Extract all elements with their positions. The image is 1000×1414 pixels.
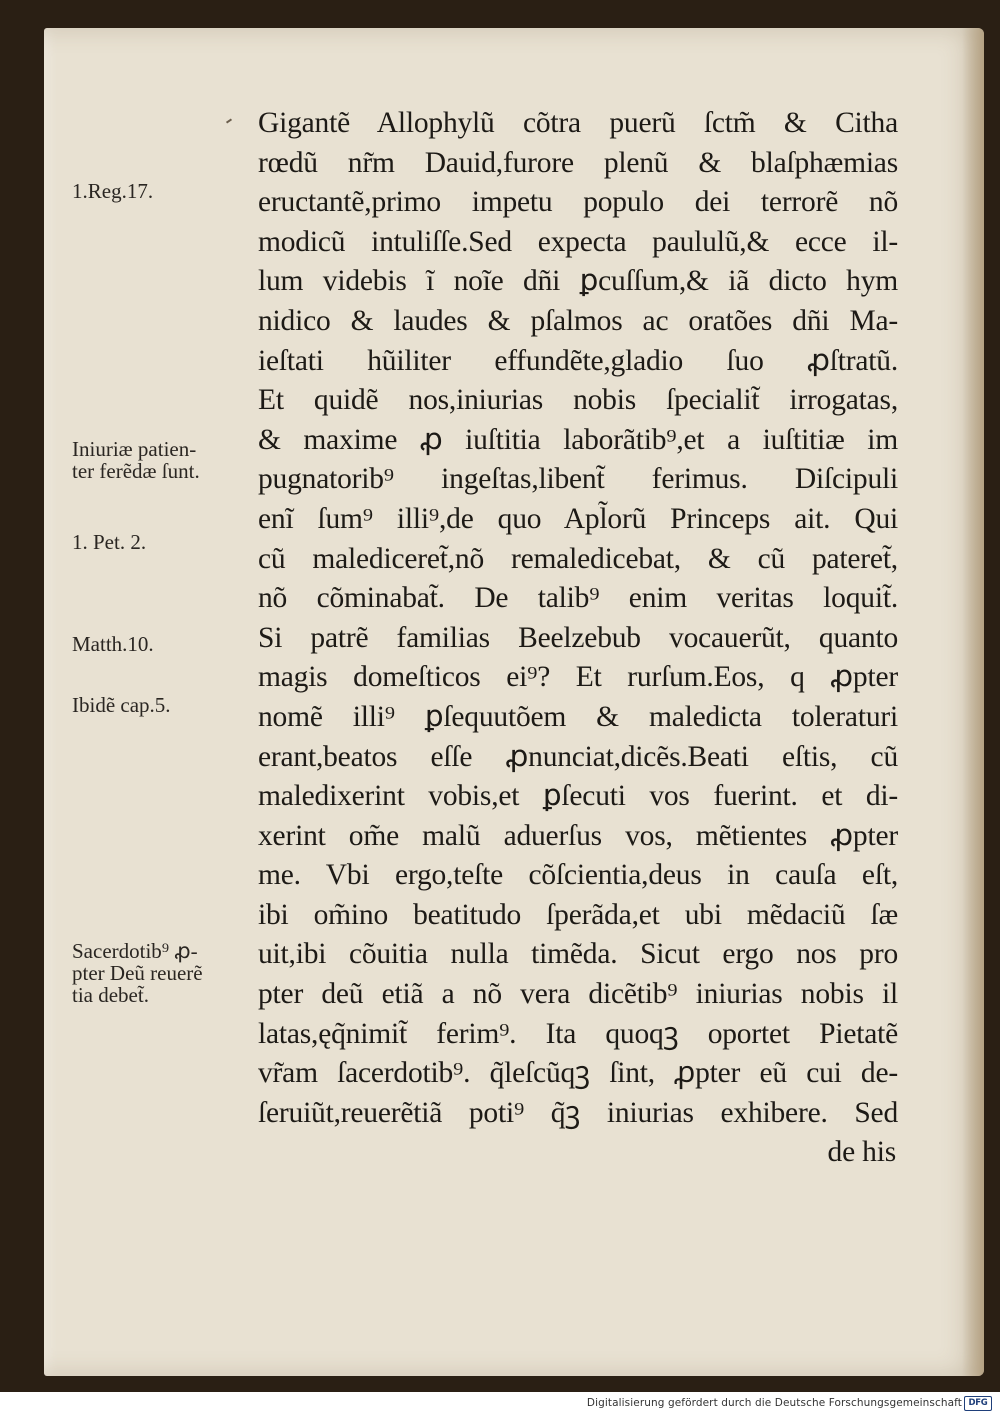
marginal-note-line: tia debet̃. [72, 983, 149, 1007]
text-line: enĩ ſum⁹ illi⁹,de quo Apl̃orũ Princeps ait. Qui [258, 502, 898, 535]
marginal-note-line: 1. Pet. 2. [72, 530, 147, 554]
text-line: me. Vbi ergo,teſte cõſcientia,deus in cauſa eſt, [258, 859, 898, 892]
marginal-note-line: Matth.10. [72, 632, 154, 656]
text-line: nõ cõminabat̃. De talib⁹ enim veritas loquit̃. [258, 582, 898, 615]
marginal-note-ibidem [72, 694, 262, 716]
marginal-note-line: ter ferẽdæ ſunt. [72, 459, 200, 483]
text-line: eructantẽ,primo impetu populo dei terrorẽ nõ [258, 186, 898, 219]
marginal-note-line: Sacerdotib⁹ ꝓ- [72, 939, 198, 963]
marginal-note-line: 1.Reg.17. [72, 179, 154, 203]
text-line: pter deũ etiã a nõ vera dicẽtib⁹ iniurias nobis il [258, 978, 898, 1011]
marginal-note-matth [72, 633, 262, 655]
dfg-logo-icon: DFG [964, 1396, 992, 1411]
main-text-block [258, 104, 898, 1173]
text-line: lum videbis ĩ noĩe dñi ꝑcuſſum,& iã dicto hym [258, 265, 898, 298]
marginal-note-pet [72, 531, 262, 553]
text-line: ſeruiũt,reuerẽtiã poti⁹ q̃ꝫ iniurias exhibere. Sed [258, 1096, 898, 1129]
footer-credit: Digitalisierung gefördert durch die Deutsche Forschungsgemeinschaft [586, 1397, 962, 1409]
text-line: latas,ęq̃nimit̃ ferim⁹. Ita quoqꝫ oportet Pietatẽ [258, 1017, 898, 1050]
text-line: nidico & laudes & pſalmos ac oratões dñi Ma- [258, 304, 898, 337]
text-line: ibi om̃ino beatitudo ſperãda,et ubi mẽdaciũ ſæ [258, 898, 898, 931]
text-line: pugnatorib⁹ ingeſtas,libent̃ ferimus. Diſcipuli [258, 463, 898, 496]
page-edge-shadow [962, 28, 984, 1376]
text-line: erant,beatos eſſe ꝓnunciat,dicẽs.Beati eſtis, cũ [258, 740, 898, 773]
text-line: Gigantẽ Allophylũ cõtra puerũ ſctm̃ & Citha [258, 107, 898, 139]
text-line: Et quidẽ nos,iniurias nobis ſpecialit̃ irrogatas, [258, 384, 898, 417]
text-line: cũ malediceret̃,nõ remaledicebat, & cũ pateret̃, [258, 542, 898, 575]
text-line: xerint om̃e malũ aduerſus vos, mẽtientes ꝓpter [258, 819, 898, 852]
marginal-note-sacerdotibus [72, 940, 262, 1006]
text-line: magis domeſticos ei⁹? Et rurſum.Eos, q ꝓpter [258, 661, 898, 694]
text-line: vr̃am ſacerdotib⁹. q̃leſcũqꝫ ſint, ꝓpter eũ cui de- [258, 1057, 898, 1090]
catchword: de his [827, 1136, 896, 1169]
text-line: Si patrẽ familias Beelzebub vocauerũt, quanto [258, 621, 898, 654]
text-line: uit,ibi cõuitia nulla timẽda. Sicut ergo nos pro [258, 938, 898, 971]
text-line: modicũ intuliſſe.Sed expecta paululũ,& ecce il- [258, 225, 898, 258]
text-line: ieſtati hũiliter effundẽte,gladio ſuo ꝓſtratũ. [258, 344, 898, 377]
marginal-note-line: pter Deũ reuerẽ [72, 961, 203, 985]
marginal-note-line: Ibidẽ cap.5. [72, 693, 171, 717]
text-line: nomẽ illi⁹ ꝑſequutõem & maledicta toleraturi [258, 700, 898, 733]
marginal-note-reg [72, 180, 262, 202]
marginal-note-iniuriae [72, 438, 262, 482]
text-line: rœdũ nr̃m Dauid,furore plenũ & blaſphæmias [258, 146, 898, 179]
text-line: & maxime ꝓ iuſtitia laborãtib⁹,et a iuſtitiæ im [258, 423, 898, 456]
text-line: maledixerint vobis,et ꝑſecuti vos fuerint. et di- [258, 780, 898, 813]
marginal-note-line: Iniuriæ patien- [72, 437, 197, 461]
